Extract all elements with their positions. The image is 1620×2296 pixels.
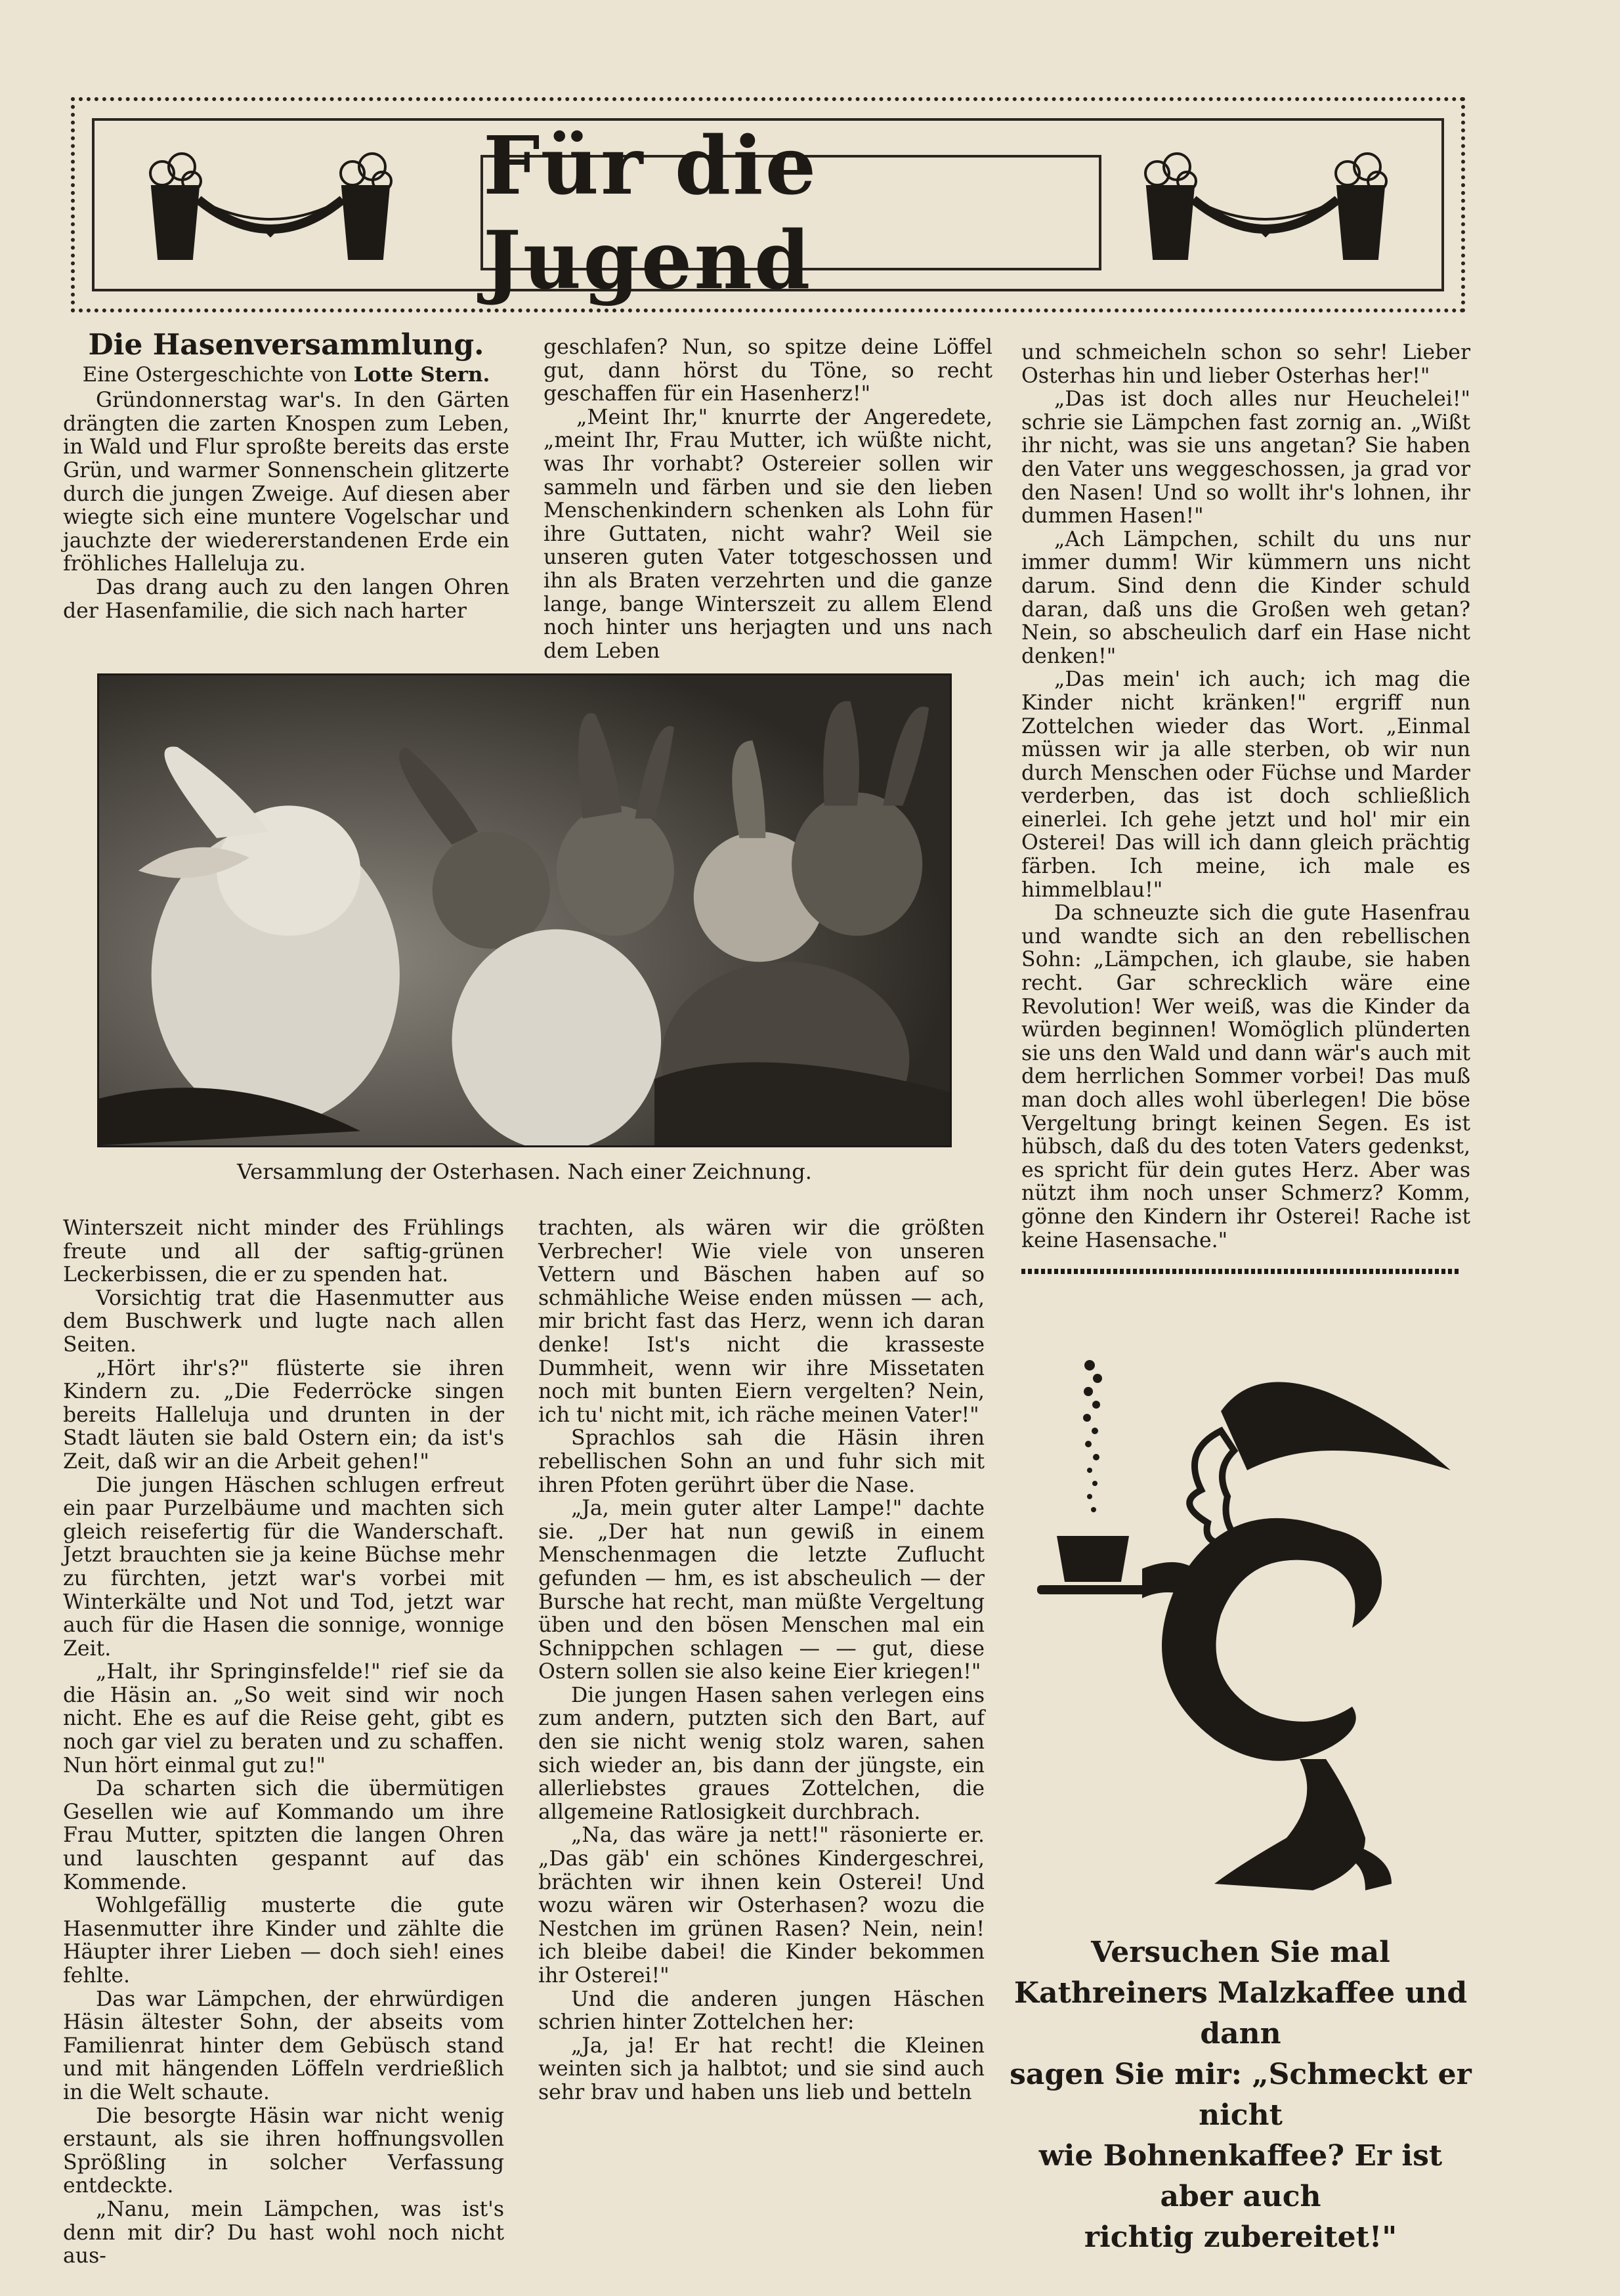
coffee-waiter-figure-icon (1024, 1339, 1457, 1943)
paragraph: Sprachlos sah die Häsin ihren rebellischen Sohn an und fuhr sich mit ihren Pfoten gerührt über die Nase. (538, 1426, 985, 1497)
illustration-caption: Versammlung der Osterhasen. Nach einer Zeichnung. (237, 1159, 812, 1184)
paragraph: „Das mein' ich auch; ich mag die Kinder nicht kränken!" ergriff nun Zottelchen wieder das Wort. „Einmal müssen wir ja alle sterben, ob wir nun durch Menschen oder Füchse und Marder verderben, das ist doch schließlich einerlei. Ich gehe jetzt und hol' mir ein Osterei! Das will ich dann gleich prächtig färben. Ich meine, ich male es himmelblau!" (1021, 668, 1470, 902)
paragraph: „Ach Lämpchen, schilt du uns nur immer dumm! Wir kümmern uns nicht darum. Sind denn die Kinder schuld daran, daß uns die Großen weh getan? Nein, so abscheulich darf ein Hase nicht denken!" (1021, 527, 1470, 668)
paragraph: „Das ist doch alles nur Heuchelei!" schrie sie Lämpchen fast zornig an. „Wißt ihr nicht, was sie uns angetan? Sie haben den Vater uns weggeschossen, ja grad vor den Nasen! Und so wollt ihr's lohnen, ihr dummen Hasen!" (1021, 387, 1470, 528)
author-name: Lotte Stern. (353, 362, 490, 387)
paragraph: Da schneuzte sich die gute Hasenfrau und wandte sich an den rebellischen Sohn: „Lämpchen, ich glaube, sie haben recht. Gar schrecklich wäre eine Revolution! Wer weiß, was die Kinder da würden beginnen! Womöglich plünderten sie uns den Wald und dann wär's auch mit dem herrlichen Sommer vorbei! Das muß man doch alles wohl überlegen! Die böse Vergeltung bringt keinen Segen. Es ist hübsch, daß du des toten Vaters gedenkst, es spricht für dein gutes Herz. Aber was nützt ihm noch unser Schmerz? Komm, gönne den Kindern ihr Osterei! Rache ist keine Hasensache." (1021, 901, 1470, 1252)
column-2-bottom (538, 1217, 985, 2105)
section-title: Für die Jugend (483, 118, 819, 307)
column-3 (1021, 341, 1470, 1252)
ad-line: wie Bohnenkaffee? Er ist aber auch (1038, 2139, 1443, 2213)
flower-basket-ornament-icon (126, 140, 415, 278)
paragraph: Vorsichtig trat die Hasenmutter aus dem Buschwerk und lugte nach allen Seiten. (63, 1286, 504, 1357)
ad-line: Versuchen Sie mal (1091, 1936, 1390, 1969)
column-1-top (63, 328, 509, 623)
column-1-bottom (63, 1217, 504, 2268)
article-subtitle (63, 364, 509, 387)
title-box (480, 118, 1101, 307)
paragraph: Gründonnerstag war's. In den Gärten drängten die zarten Knospen zum Leben, in Wald und Flur sproßte bereits das erste Grün, und warmer Sonnenschein glitzerte durch die jungen Zweige. Auf diesen aber wiegte sich eine muntere Vogelschar und jauchzte der wiedererstandenen Erde ein fröhliches Halleluja zu. (63, 389, 509, 576)
rabbit-illustration (97, 673, 952, 1147)
paragraph: „Meint Ihr," knurrte der Angeredete, „meint Ihr, Frau Mutter, ich wüßte nicht, was Ihr vorhabt? Ostereier sollen wir sammeln und färben und sie den lieben Menschenkindern schenken als Lohn für ihre Guttaten, nicht wahr? Weil sie unseren guten Vater totgeschossen und ihn als Braten verzehrten und die ganze lange, bange Winterszeit zu allem Elend noch hinter uns herjagten und uns nach dem Leben (544, 405, 992, 663)
paragraph: Die jungen Hasen sahen verlegen eins zum andern, putzten sich den Bart, auf den sie nicht wenig stolz waren, sahen sich wieder an, bis dann der jüngste, ein allerliebstes graues Zottelchen, die allgemeine Ratlosigkeit durchbrach. (538, 1683, 985, 1824)
ad-line: sagen Sie mir: „Schmeckt er nicht (1010, 2058, 1472, 2132)
paragraph: „Nanu, mein Lämpchen, was ist's denn mit dir? Du hast wohl noch nicht aus- (63, 2197, 504, 2268)
paragraph: „Ja, ja! Er hat recht! die Kleinen weinten sich ja halbtot; und sie sind auch sehr brav und haben uns lieb und betteln (538, 2033, 985, 2104)
paragraph: Wohlgefällig musterte die gute Hasenmutter ihre Kinder und zählte die Häupter ihrer Lieben — doch sieh! eines fehlte. (63, 1894, 504, 1988)
ad-line: richtig zubereitet!" (1084, 2221, 1397, 2254)
header-banner (71, 97, 1465, 312)
paragraph: „Ja, mein guter alter Lampe!" dachte sie. „Der hat nun gewiß in einem Menschenmagen die letzte Zuflucht gefunden — hm, es ist abscheulich — der Bursche hat recht, man müßte Vergeltung üben und den bösen Menschen mal ein Schnippchen schlagen — — gut, diese Ostern sollen sie also keine Eier kriegen!" (538, 1497, 985, 1684)
paragraph: „Na, das wäre ja nett!" räsonierte er. „Das gäb' ein schönes Kindergeschrei, brächten wir ihnen kein Osterei! Und wozu wären wir Osterhasen? wozu die Nestchen im grünen Rasen? Nein, nein! ich bleibe dabei! die Kinder bekommen ihr Osterei!" (538, 1823, 985, 1988)
article-title: Die Hasenversammlung. (88, 328, 484, 362)
paragraph: Das war Lämpchen, der ehrwürdigen Häsin ältester Sohn, der abseits vom Familienrat hinter dem Gebüsch stand und mit hängenden Löffeln verdrießlich in die Welt schaute. (63, 1987, 504, 2104)
advertisement-text (1004, 1932, 1477, 2258)
dotted-divider (1021, 1267, 1461, 1276)
paragraph: „Halt, ihr Springinsfelde!" rief sie da die Häsin an. „So weit sind wir noch nicht. Ehe es auf die Reise geht, gibt es noch gar viel zu beraten und zu schaffen. Nun hört einmal gut zu!" (63, 1660, 504, 1777)
column-2-top (544, 336, 992, 663)
rabbits-drawing-icon (99, 675, 950, 1145)
paragraph: Die jungen Häschen schlugen erfreut ein paar Purzelbäume und machten sich gleich reisefertig für die Wanderschaft. Jetzt brauchten sie ja keine Büchse mehr zu fürchten, jetzt war's vorbei mit Winterkälte und Not und Tod, jetzt war auch für die Hasen die sonnige, wonnige Zeit. (63, 1473, 504, 1661)
paragraph: und schmeicheln schon so sehr! Lieber Osterhas hin und lieber Osterhas her!" (1021, 341, 1470, 388)
paragraph: Winterszeit nicht minder des Frühlings freute und all der saftig-grünen Leckerbissen, die er zu spenden hat. (63, 1216, 504, 1287)
subtitle-prefix: Eine Ostergeschichte von (82, 362, 347, 387)
paragraph: geschlafen? Nun, so spitze deine Löffel gut, dann hörst du Töne, so recht geschaffen für ein Hasenherz!" (544, 335, 992, 406)
paragraph: Da scharten sich die übermütigen Gesellen wie auf Kommando um ihre Frau Mutter, spitzten die langen Ohren und lauschten gespannt auf das Kommende. (63, 1777, 504, 1894)
paragraph: „Hört ihr's?" flüsterte sie ihren Kindern zu. „Die Federröcke singen bereits Halleluja und drunten in der Stadt läuten sie bald Ostern ein; da ist's Zeit, daß wir an die Arbeit gehen!" (63, 1356, 504, 1474)
flower-basket-ornament-icon (1121, 140, 1410, 278)
banner-inner-frame (92, 118, 1444, 307)
paragraph: Die besorgte Häsin war nicht wenig erstaunt, als sie ihren hoffnungsvollen Sprößling in solcher Verfassung entdeckte. (63, 2104, 504, 2198)
paragraph: trachten, als wären wir die größten Verbrecher! Wie viele von unseren Vettern und Bäschen haben auf so schmähliche Weise enden müssen — ach, mir bricht fast das Herz, wenn ich daran denke! Ist's nicht die krasseste Dummheit, wenn wir ihre Missetaten noch mit bunten Eiern vergelten? Nein, ich tu' nicht mit, ich räche meinen Vater!" (538, 1216, 985, 1427)
paragraph: Und die anderen jungen Häschen schrien hinter Zottelchen her: (538, 1987, 985, 2035)
ad-line: Kathreiners Malzkaffee und dann (1013, 1976, 1468, 2051)
paragraph: Das drang auch zu den langen Ohren der Hasenfamilie, die sich nach harter (63, 575, 509, 623)
